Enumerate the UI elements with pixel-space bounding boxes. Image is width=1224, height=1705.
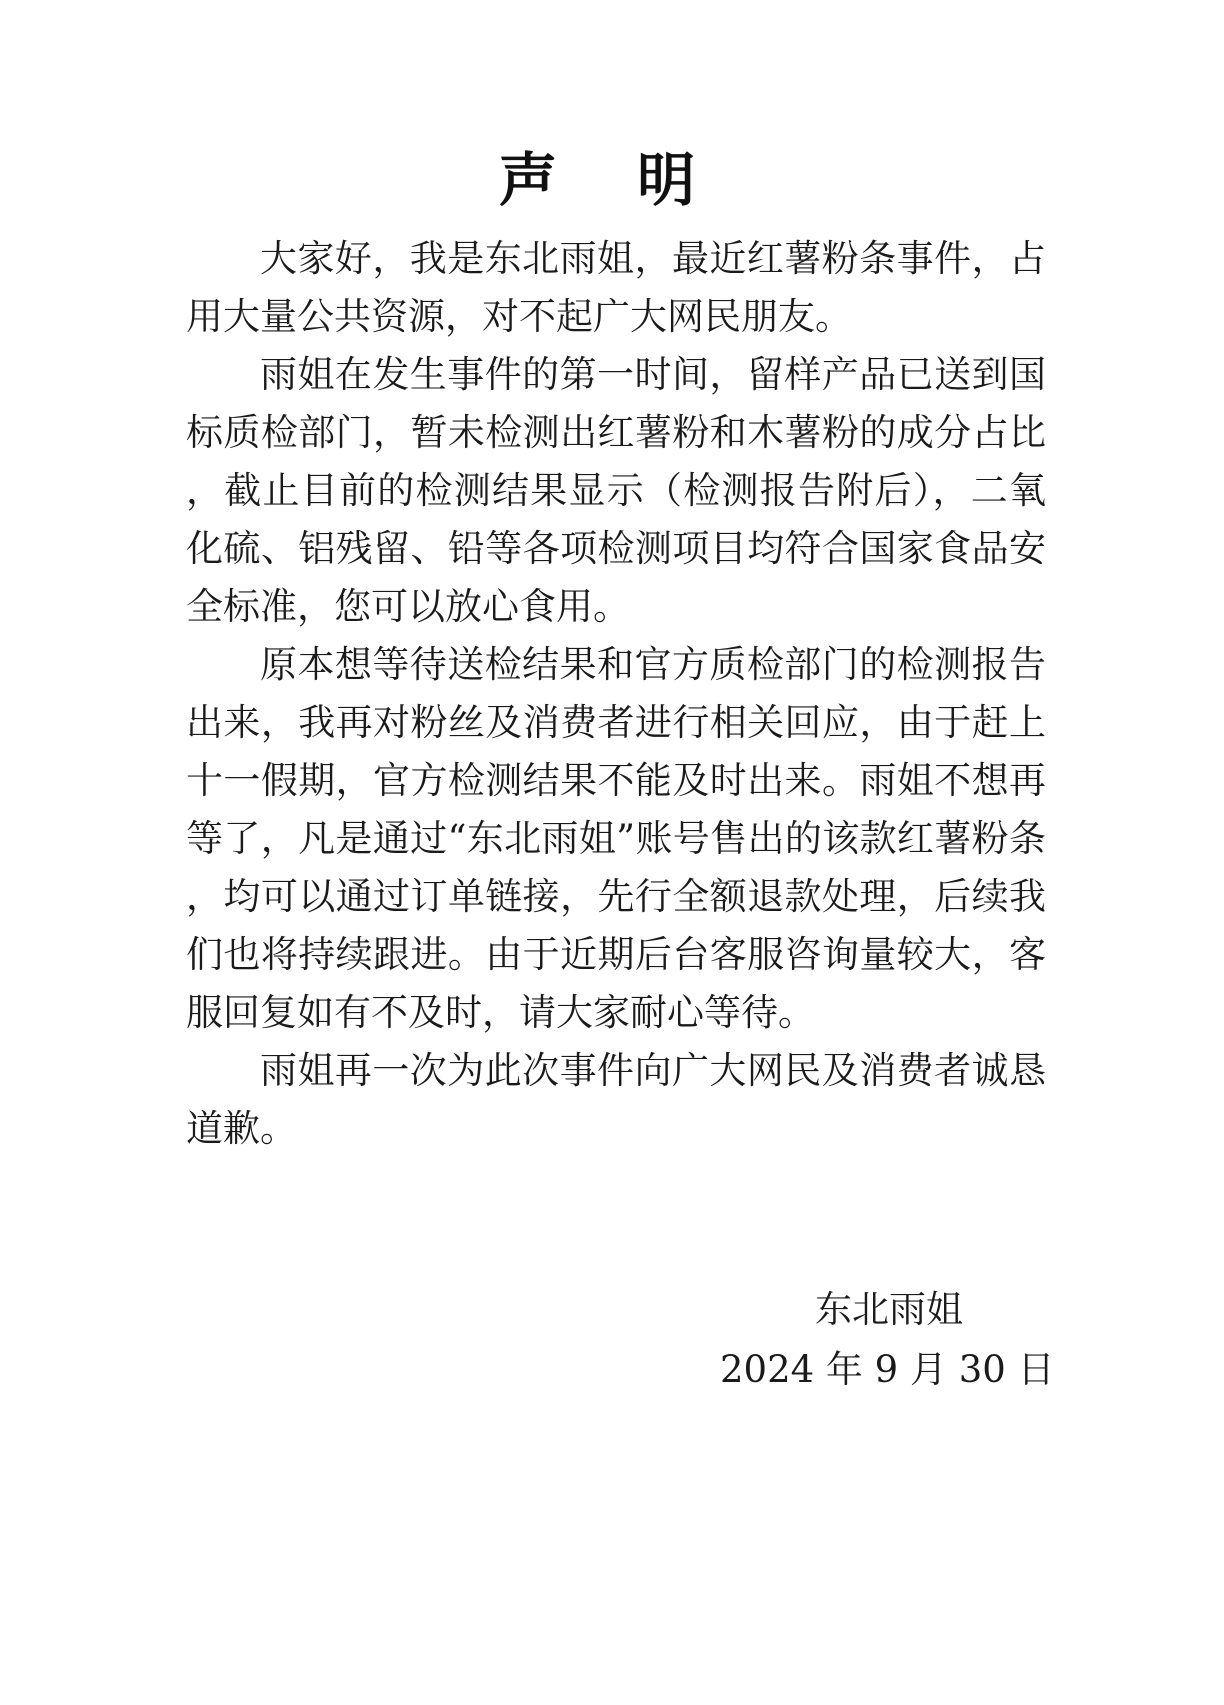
signature-name: 东北雨姐 <box>815 1288 963 1331</box>
document-title: 声 明 <box>498 146 726 214</box>
signature-block <box>720 1280 1055 1400</box>
paragraph-3: 原本想等待送检结果和官方质检部门的检测报告出来，我再对粉丝及消费者进行相关回应，由于赶上十一假期，官方检测结果不能及时出来。雨姐不想再等了，凡是通过“东北雨姐”账号售出的该款红薯粉条，均可以通过订单链接，先行全额退款处理，后续我们也将持续跟进。由于近期后台客服咨询量较大，客服回复如有不及时，请大家耐心等待。 <box>186 643 1046 1034</box>
paragraph-1: 大家好，我是东北雨姐，最近红薯粉条事件，占用大量公共资源，对不起广大网民朋友。 <box>186 237 1046 338</box>
paragraph-2: 雨姐在发生事件的第一时间，留样产品已送到国标质检部门，暂未检测出红薯粉和木薯粉的成分占比，截止目前的检测结果显示（检测报告附后），二氧化硫、铝残留、铅等各项检测项目均符合国家食品安全标准，您可以放心食用。 <box>186 353 1046 628</box>
paragraph-4: 雨姐再一次为此次事件向广大网民及消费者诚恳道歉。 <box>186 1049 1046 1150</box>
statement-body <box>186 230 1046 1158</box>
signature-date: 2024 年 9 月 30 日 <box>720 1348 1055 1391</box>
